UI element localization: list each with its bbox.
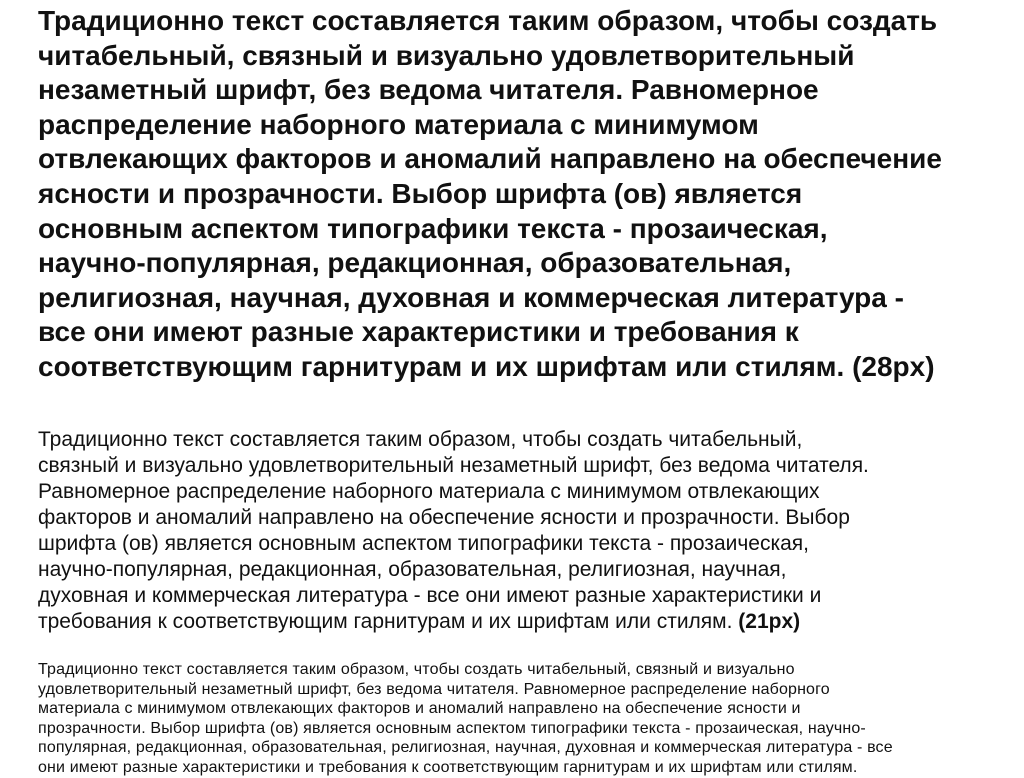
- text-line: отвлекающих факторов и аномалий направлено на обеспечение: [38, 143, 942, 175]
- text-line: [38, 350, 942, 385]
- text-line: Равномерное распределение наборного материала с минимумом отвлекающих: [38, 480, 820, 503]
- specimen-28px: [38, 4, 942, 385]
- text-line: читабельный, связный и визуально удовлетворительный: [38, 39, 855, 71]
- text-line: прозрачности. Выбор шрифта (ов) является основным аспектом типографики текста - прозаическая, научно-: [38, 719, 866, 737]
- text-line: распределение наборного материала с минимумом: [38, 108, 759, 140]
- text-line-content: требования к соответствующим гарнитурам и их шрифтам или стилям.: [38, 610, 733, 633]
- text-line: удовлетворительный незаметный шрифт, без ведома читателя. Равномерное распределение наборного: [38, 680, 830, 698]
- text-line: шрифта (ов) является основным аспектом типографики текста - прозаическая,: [38, 532, 810, 555]
- text-line: [38, 609, 869, 635]
- text-line: связный и визуально удовлетворительный незаметный шрифт, без ведома читателя.: [38, 454, 869, 477]
- text-line: факторов и аномалий направлено на обеспечение ясности и прозрачности. Выбор: [38, 506, 850, 529]
- text-line: основным аспектом типографики текста - прозаическая,: [38, 212, 828, 244]
- text-line: Традиционно текст составляется таким образом, чтобы создать читабельный, связный и визуально: [38, 661, 795, 678]
- size-label: (21px): [738, 610, 801, 633]
- size-label: (28px): [852, 350, 935, 382]
- specimen-small: [38, 660, 893, 778]
- specimen-21px: [38, 427, 869, 635]
- text-line: популярная, редакционная, образовательная, религиозная, научная, духовная и коммерческая литература - все: [38, 739, 893, 757]
- text-line: все они имеют разные характеристики и требования к: [38, 316, 799, 348]
- text-line-content: соответствующим гарнитурам и их шрифтам или стилям.: [38, 350, 845, 382]
- text-line: религиозная, научная, духовная и коммерческая литература -: [38, 281, 904, 313]
- text-line: Традиционно текст составляется таким образом, чтобы создать: [38, 5, 938, 36]
- text-line: научно-популярная, редакционная, образовательная,: [38, 247, 792, 279]
- text-line: незаметный шрифт, без ведома читателя. Равномерное: [38, 74, 819, 106]
- text-line: Традиционно текст составляется таким образом, чтобы создать читабельный,: [38, 428, 803, 451]
- text-line: они имеют разные характеристики и требования к соответствующим гарнитурам и их шрифтам или стилям.: [38, 758, 858, 776]
- text-line: научно-популярная, редакционная, образовательная, религиозная, научная,: [38, 558, 787, 581]
- text-line: материала с минимумом отвлекающих факторов и аномалий направлено на обеспечение ясности и: [38, 700, 801, 718]
- text-line: духовная и коммерческая литература - все они имеют разные характеристики и: [38, 584, 822, 607]
- text-line: ясности и прозрачности. Выбор шрифта (ов) является: [38, 177, 803, 209]
